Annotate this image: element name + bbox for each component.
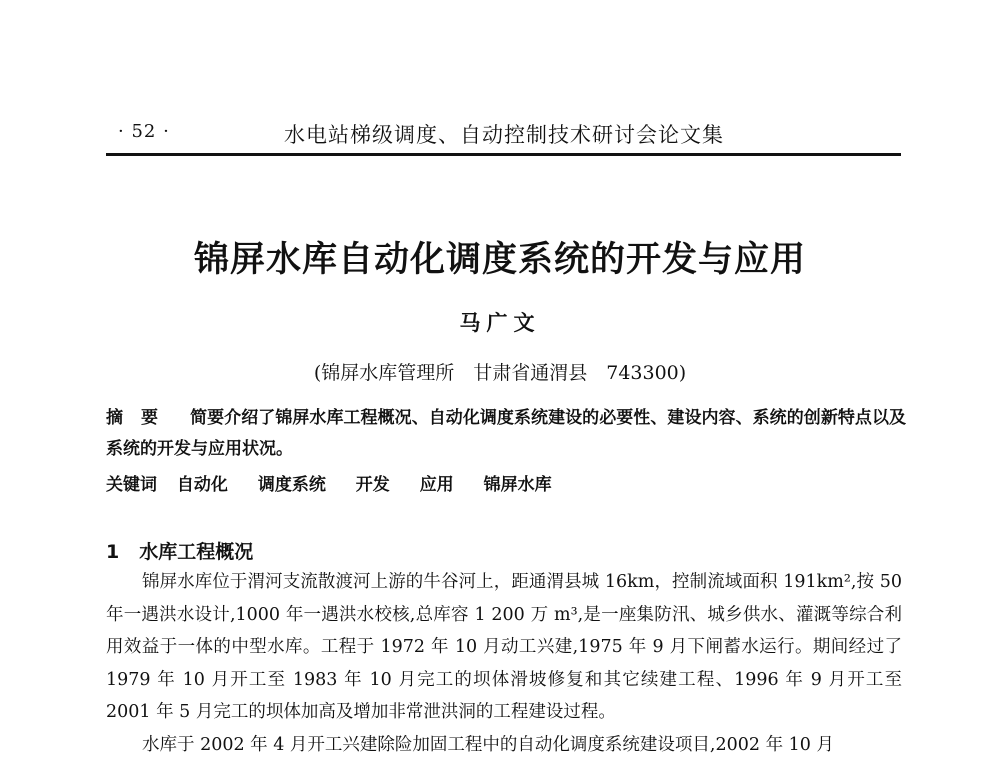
- author: 马广文: [0, 307, 1000, 337]
- journal-title: 水电站梯级调度、自动控制技术研讨会论文集: [284, 119, 724, 149]
- abstract: [106, 403, 906, 465]
- section-heading: [106, 537, 253, 564]
- running-header: [106, 121, 901, 149]
- affiliation: (锦屏水库管理所 甘肃省通渭县 743300): [0, 358, 1000, 385]
- section-body: [106, 566, 902, 761]
- paragraph: 锦屏水库位于渭河支流散渡河上游的牛谷河上，距通渭县城 16km，控制流域面积 191km²,按 50 年一遇洪水设计,1000 年一遇洪水校核,总库容 1 200 万 m³,是一座集防汛、城乡供水、灌溉等综合利用效益于一体的中型水库。工程于 1972 年 10 月动工兴建,1975 年 9 月下闸蓄水运行。期间经过了 1979 年 10 月开工至 1983 年 10 月完工的坝体滑坡修复和其它续建工程、1996 年 9 月开工至 2001 年 5 月完工的坝体加高及增加非常泄洪洞的工程建设过程。: [106, 566, 902, 729]
- keyword: 开发: [356, 470, 390, 495]
- paper-title: 锦屏水库自动化调度系统的开发与应用: [0, 232, 1000, 282]
- keyword: 自动化: [177, 470, 228, 495]
- section-title: 水库工程概况: [139, 541, 253, 563]
- keyword: 锦屏水库: [484, 470, 552, 495]
- abstract-label: 摘要: [106, 408, 176, 428]
- keywords: [106, 470, 906, 495]
- section-number: 1: [106, 541, 119, 563]
- abstract-text: 简要介绍了锦屏水库工程概况、自动化调度系统建设的必要性、建设内容、系统的创新特点以及系统的开发与应用状况。: [106, 408, 906, 459]
- keywords-label: 关键词: [106, 475, 157, 495]
- page-number: · 52 ·: [118, 121, 170, 142]
- keyword: 应用: [420, 470, 454, 495]
- paragraph: 水库于 2002 年 4 月开工兴建除险加固工程中的自动化调度系统建设项目,2002 年 10 月: [106, 729, 902, 761]
- header-rule: [106, 153, 901, 156]
- keyword: 调度系统: [258, 470, 326, 495]
